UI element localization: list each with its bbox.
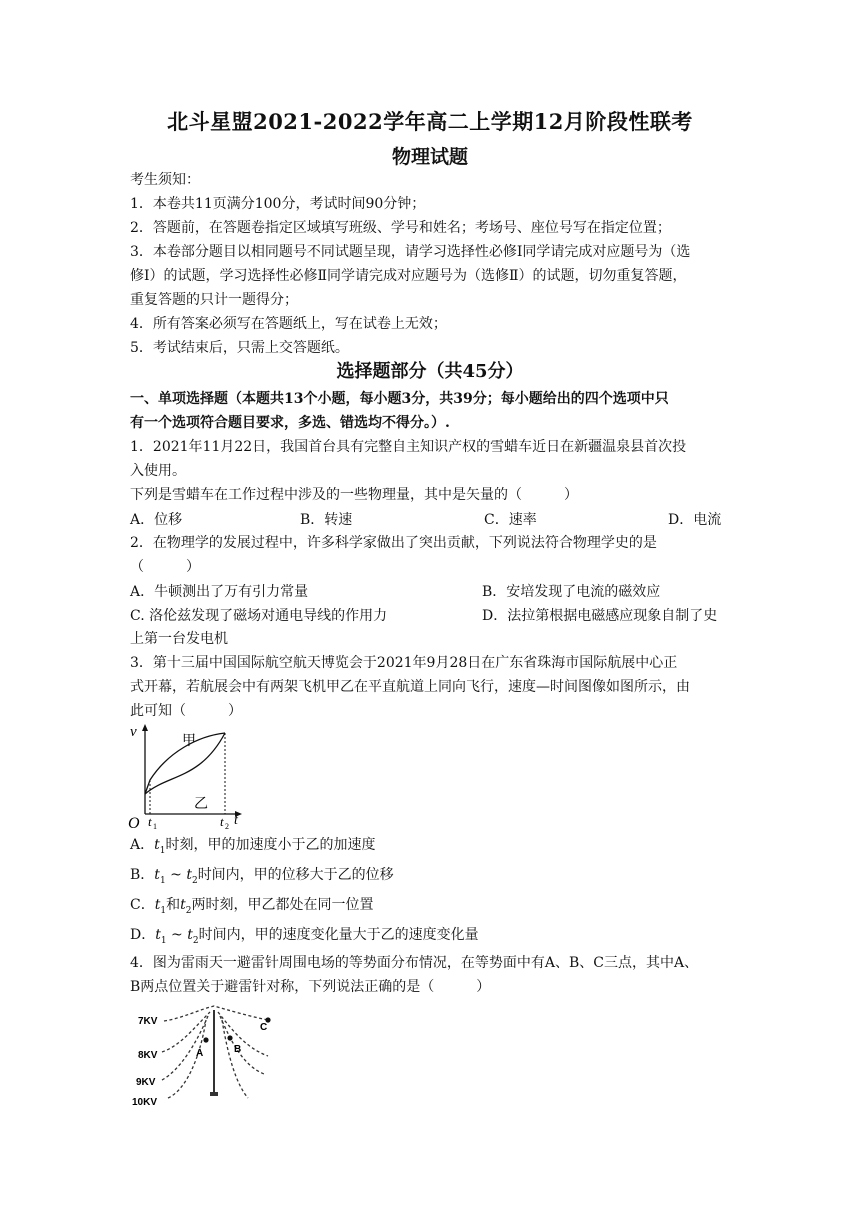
notice-line: 2．答题前，在答题卷指定区域填写班级、学号和姓名；考场号、座位号写在指定位置； xyxy=(130,220,671,236)
t2-subscript: 2 xyxy=(225,822,229,830)
t1-subscript: 1 xyxy=(153,822,157,830)
option-letter: B． xyxy=(130,867,155,883)
point-c-label: C xyxy=(260,1022,268,1033)
v-axis-arrow xyxy=(142,724,148,731)
jia-label: 甲 xyxy=(182,733,196,749)
math-sub: 2 xyxy=(185,905,192,916)
q1-option-b: B．转速 xyxy=(300,512,353,528)
math-connector: 和 xyxy=(166,897,181,913)
kv8-label: 8KV xyxy=(138,1050,158,1061)
kv9-label: 9KV xyxy=(136,1077,156,1088)
math-var: t xyxy=(154,897,161,913)
question-1-stem: 入使用。 xyxy=(130,463,186,479)
point-b-label: B xyxy=(234,1044,242,1055)
math-sub: 1 xyxy=(160,935,167,946)
t1-label: t xyxy=(148,814,152,829)
question-3-stem: 3．第十三届中国国际航空航天博览会于2021年9月28日在广东省珠海市国际航展中心正 xyxy=(130,655,678,671)
exam-title: 北斗星盟2021-2022学年高二上学期12月阶段性联考 xyxy=(167,109,693,134)
q3-option-c xyxy=(130,894,373,916)
kv7-label: 7KV xyxy=(138,1016,158,1027)
section-instructions: 有一个选项符合题目要求，多选、错选均不得分。）. xyxy=(130,415,450,431)
option-text: 时间内，甲的位移大于乙的位移 xyxy=(197,867,394,883)
question-2-stem: （ ） xyxy=(130,559,200,575)
yi-label: 乙 xyxy=(194,796,208,812)
math-sub: 1 xyxy=(159,875,166,886)
option-letter: D． xyxy=(130,927,156,943)
t-label: t xyxy=(234,813,238,828)
notice-line: 4．所有答案必须写在答题纸上，写在试卷上无效； xyxy=(130,316,447,332)
notice-line: 3．本卷部分题目以相同题号不同试题呈现，请学习选择性必修Ⅰ同学请完成对应题号为（选 xyxy=(130,244,691,260)
point-b-marker xyxy=(227,1035,232,1040)
question-3-stem: 此可知（ ） xyxy=(130,703,242,719)
q1-option-a: A．位移 xyxy=(130,512,183,528)
q2-option-c: C. 洛伦兹发现了磁场对通电导线的作用力 xyxy=(130,608,388,624)
question-2-stem: 2．在物理学的发展过程中，许多科学家做出了突出贡献，下列说法符合物理学史的是 xyxy=(130,535,657,551)
notice-line: 5．考试结束后，只需上交答题纸。 xyxy=(130,340,349,356)
question-4-stem: 4．图为雷雨天一避雷针周围电场的等势面分布情况，在等势面中有A、B、C三点，其中A、 xyxy=(130,955,699,971)
exam-subtitle: 物理试题 xyxy=(391,146,468,168)
option-text: 时刻，甲的加速度小于乙的加速度 xyxy=(165,837,376,853)
notice-line: 1．本卷共11页满分100分，考试时间90分钟； xyxy=(130,196,426,212)
section-instructions: 一、单项选择题（本题共13个小题，每小题3分，共39分；每小题给出的四个选项中只 xyxy=(130,391,669,407)
math-var: t xyxy=(155,927,161,943)
math-var: t xyxy=(154,837,160,853)
q3-option-b xyxy=(130,864,394,886)
q3-option-a xyxy=(130,834,376,856)
q2-option-d-continued: 上第一台发电机 xyxy=(130,631,228,647)
section-title: 选择题部分（共45分） xyxy=(336,361,524,382)
math-sub: 1 xyxy=(160,905,167,916)
notice-line: 重复答题的只计一题得分； xyxy=(130,292,298,308)
origin-label: O xyxy=(128,815,140,830)
v-label: v xyxy=(130,724,137,740)
option-text: 两时刻，甲乙都处在同一位置 xyxy=(191,897,374,913)
q2-option-a: A．牛顿测出了万有引力常量 xyxy=(130,584,309,600)
question-4-stem: B两点位置关于避雷针对称，下列说法正确的是（ ） xyxy=(130,979,491,995)
q2-option-b: B．安培发现了电流的磁效应 xyxy=(482,584,661,600)
point-a-marker xyxy=(203,1037,208,1042)
option-text: 时间内，甲的速度变化量大于乙的速度变化量 xyxy=(198,927,479,943)
q1-option-d: D．电流 xyxy=(668,512,722,528)
notice-heading: 考生须知： xyxy=(130,172,200,188)
math-connector: ~ xyxy=(166,927,188,943)
math-var: t xyxy=(187,927,193,943)
notice-line: 修Ⅰ）的试题，学习选择性必修Ⅱ同学请完成对应题号为（选修Ⅱ）的试题，切勿重复答题， xyxy=(130,268,687,284)
question-1-stem: 下列是雪蜡车在工作过程中涉及的一些物理量，其中是矢量的（ ） xyxy=(130,487,578,503)
q3-option-d xyxy=(130,924,479,946)
option-letter: A． xyxy=(130,837,155,853)
option-letter: C． xyxy=(130,897,155,913)
math-sub: 1 xyxy=(159,845,166,856)
math-sub: 2 xyxy=(192,935,199,946)
question-3-stem: 式开幕，若航展会中有两架飞机甲乙在平直航道上同向飞行，速度—时间图像如图所示，由 xyxy=(130,679,690,695)
math-var: t xyxy=(180,897,186,913)
velocity-time-graph xyxy=(128,722,248,830)
q2-option-d: D．法拉第根据电磁感应现象自制了史 xyxy=(482,608,718,624)
point-a-label: A xyxy=(196,1048,204,1059)
math-var: t xyxy=(186,867,192,883)
math-sub: 2 xyxy=(191,875,198,886)
kv10-label: 10KV xyxy=(132,1097,158,1108)
rod-base xyxy=(210,1092,218,1096)
q1-option-c: C．速率 xyxy=(484,512,537,528)
math-connector: ~ xyxy=(165,867,187,883)
math-var: t xyxy=(154,867,160,883)
t2-label: t xyxy=(220,814,224,829)
question-1-stem: 1．2021年11月22日，我国首台具有完整自主知识产权的雪蜡车近日在新疆温泉县首次投 xyxy=(130,439,687,455)
lightning-rod-equipotential-figure xyxy=(128,1000,288,1110)
